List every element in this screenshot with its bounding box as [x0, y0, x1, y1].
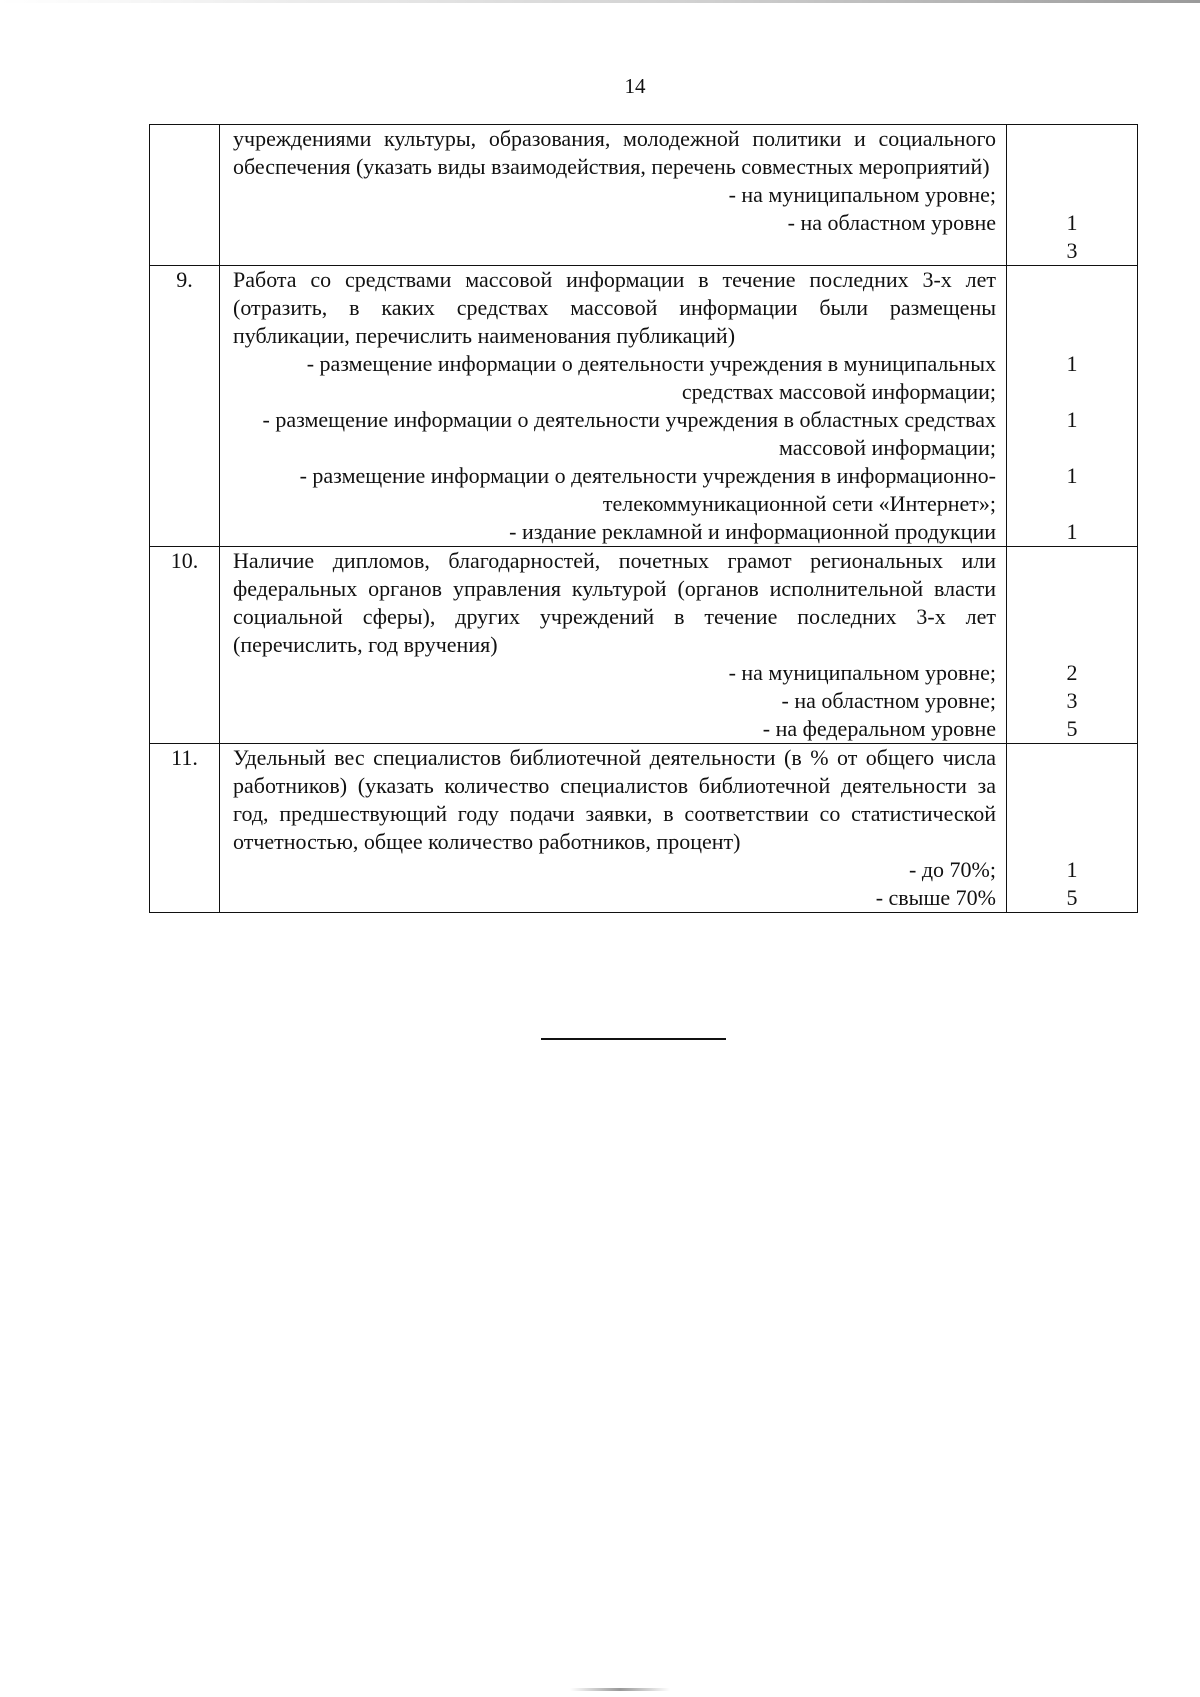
criterion-text [220, 744, 1007, 913]
option-score: 3 [1066, 688, 1078, 713]
option-score: 1 [1066, 351, 1078, 376]
criterion-option: - размещение информации о деятельности учреждения в информационно-телекоммуникационной сети «Интернет»; [299, 463, 996, 516]
criterion-option: - свыше 70% [875, 885, 996, 910]
criterion-description: Удельный вес специалистов библиотечной деятельности (в % от общего числа работников) (указать количество специалистов библиотечной деятельности за год, предшествующий году подачи заявки, в соответствии со статистической отчетностью, общее количество работников, процент) [233, 745, 996, 854]
score-column [1007, 547, 1138, 744]
criterion-text [220, 266, 1007, 547]
page-number: 14 [624, 74, 646, 98]
option-score: 1 [1066, 210, 1078, 235]
option-score: 2 [1066, 660, 1078, 685]
option-score: 3 [1066, 238, 1078, 263]
scan-top-edge [0, 0, 1200, 3]
table-row [150, 744, 1138, 913]
scan-bottom-mark [570, 1688, 670, 1691]
criterion-option: - размещение информации о деятельности учреждения в муниципальных средствах массовой информации; [306, 351, 996, 404]
option-score: 1 [1066, 463, 1078, 488]
option-score: 1 [1066, 519, 1078, 544]
criterion-option: - на муниципальном уровне; [728, 660, 996, 685]
option-score: 5 [1066, 885, 1078, 910]
criterion-text [220, 547, 1007, 744]
criterion-option: - на федеральном уровне [762, 716, 996, 741]
row-number: 9. [150, 266, 220, 547]
criterion-option: - до 70%; [909, 857, 996, 882]
end-of-document-rule [541, 1038, 726, 1040]
criterion-text [220, 125, 1007, 266]
criterion-option: - размещение информации о деятельности учреждения в областных средствах массовой информации; [262, 407, 996, 460]
table-row [150, 547, 1138, 744]
score-column [1007, 744, 1138, 913]
table-row [150, 266, 1138, 547]
row-number [150, 125, 220, 266]
row-number: 11. [150, 744, 220, 913]
criterion-option: - издание рекламной и информационной продукции [509, 519, 996, 544]
criterion-option: - на областном уровне; [781, 688, 996, 713]
score-column [1007, 266, 1138, 547]
row-number: 10. [150, 547, 220, 744]
table-row [150, 125, 1138, 266]
criterion-option: - на областном уровне [787, 210, 996, 235]
option-score: 1 [1066, 857, 1078, 882]
criterion-description: Наличие дипломов, благодарностей, почетных грамот региональных или федеральных органов управления культурой (органов исполнительной власти социальной сферы), других учреждений в течение последних 3-х лет (перечислить, год вручения) [233, 548, 996, 657]
criterion-description: Работа со средствами массовой информации в течение последних 3-х лет (отразить, в каких средствах массовой информации были размещены публикации, перечислить наименования публикаций) [233, 267, 996, 348]
option-score: 5 [1066, 716, 1078, 741]
criteria-table [149, 124, 1138, 913]
option-score: 1 [1066, 407, 1078, 432]
criterion-option: - на муниципальном уровне; [728, 182, 996, 207]
score-column [1007, 125, 1138, 266]
criterion-description: учреждениями культуры, образования, молодежной политики и социального обеспечения (указать виды взаимодействия, перечень совместных мероприятий) [233, 126, 996, 179]
